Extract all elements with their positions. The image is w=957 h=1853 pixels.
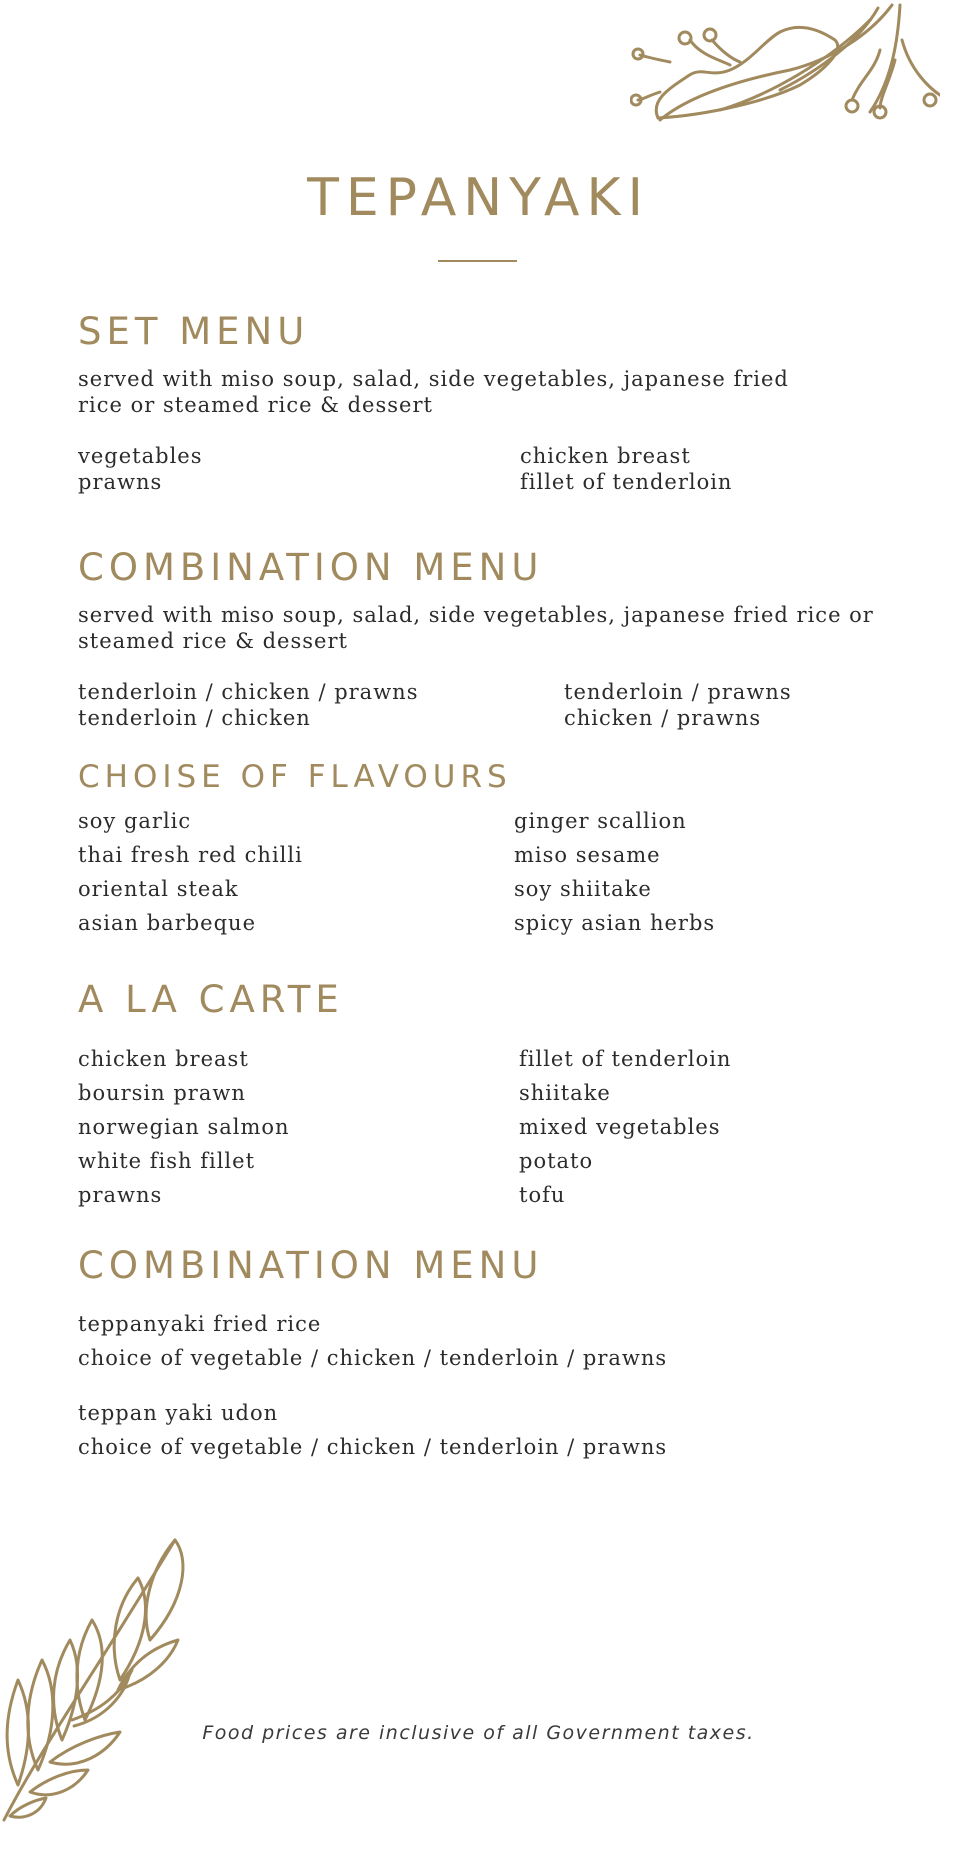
list-item: vegetables	[78, 444, 203, 468]
list-item: chicken breast	[520, 444, 691, 468]
flavours-heading: CHOISE OF FLAVOURS	[78, 759, 512, 795]
page-title: TEPANYAKI	[307, 168, 650, 228]
list-item: prawns	[78, 1183, 163, 1207]
menu-item-choice: choice of vegetable / chicken / tenderloin / prawns	[78, 1346, 668, 1370]
list-item: spicy asian herbs	[514, 911, 716, 935]
list-item: ginger scallion	[514, 809, 687, 833]
list-item: prawns	[78, 470, 163, 494]
menu-item-name: teppanyaki fried rice	[78, 1312, 322, 1336]
list-item: boursin prawn	[78, 1081, 246, 1105]
list-item: white fish fillet	[78, 1149, 256, 1173]
list-item: shiitake	[519, 1081, 611, 1105]
list-item: asian barbeque	[78, 911, 257, 935]
leaf-branch-bottom-icon	[0, 1530, 200, 1830]
list-item: potato	[519, 1149, 594, 1173]
footer-note: Food prices are inclusive of all Government taxes.	[202, 1722, 755, 1744]
set-menu-description: served with miso soup, salad, side vegetables, japanese fried rice or steamed rice & dessert	[78, 367, 789, 417]
list-item: tenderloin / prawns	[564, 680, 792, 704]
floral-branch-top-icon	[630, 0, 940, 140]
menu-item-choice: choice of vegetable / chicken / tenderloin / prawns	[78, 1435, 668, 1459]
list-item: fillet of tenderloin	[520, 470, 733, 494]
combination-menu-2-heading: COMBINATION MENU	[78, 1244, 544, 1287]
list-item: oriental steak	[78, 877, 239, 901]
title-divider	[438, 260, 517, 262]
list-item: thai fresh red chilli	[78, 843, 303, 867]
list-item: chicken breast	[78, 1047, 249, 1071]
list-item: fillet of tenderloin	[519, 1047, 732, 1071]
menu-item-name: teppan yaki udon	[78, 1401, 279, 1425]
list-item: soy shiitake	[514, 877, 652, 901]
a-la-carte-heading: A LA CARTE	[78, 978, 344, 1021]
list-item: norwegian salmon	[78, 1115, 290, 1139]
set-menu-heading: SET MENU	[78, 310, 310, 353]
list-item: mixed vegetables	[519, 1115, 721, 1139]
list-item: tofu	[519, 1183, 566, 1207]
combination-menu-description: served with miso soup, salad, side vegetables, japanese fried rice or steamed rice & dessert	[78, 603, 874, 653]
list-item: tenderloin / chicken	[78, 706, 311, 730]
list-item: miso sesame	[514, 843, 661, 867]
list-item: soy garlic	[78, 809, 192, 833]
list-item: chicken / prawns	[564, 706, 762, 730]
combination-menu-heading: COMBINATION MENU	[78, 546, 544, 589]
list-item: tenderloin / chicken / prawns	[78, 680, 419, 704]
